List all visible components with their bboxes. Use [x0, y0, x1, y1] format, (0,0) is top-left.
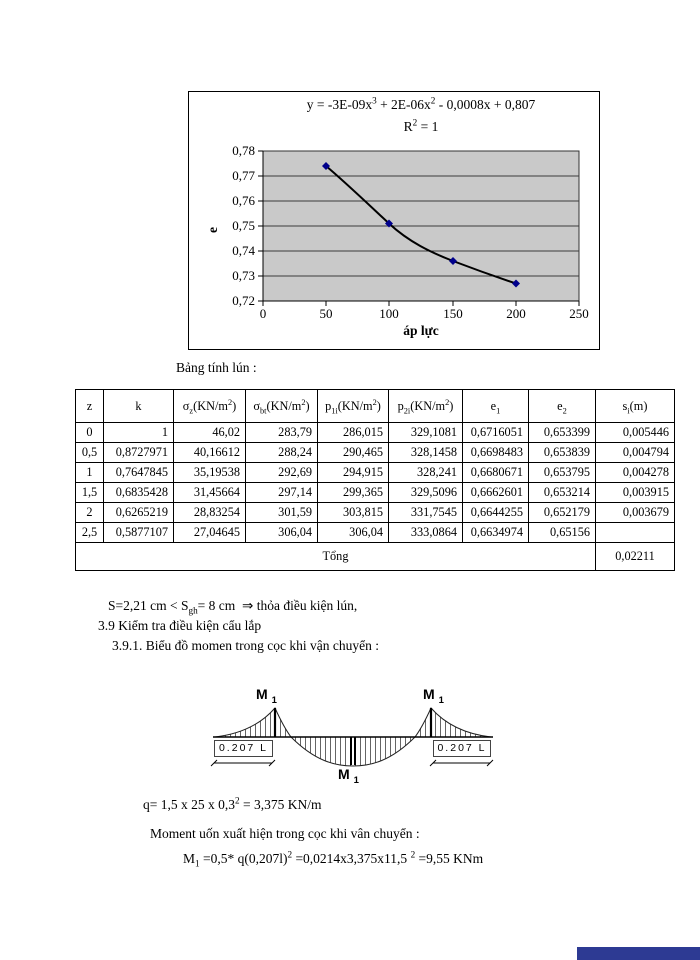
- svg-text:0,75: 0,75: [232, 218, 255, 233]
- table-cell: 0,6662601: [463, 483, 529, 503]
- moment-intro: Moment uốn xuất hiện trong cọc khi vân chuyển :: [150, 826, 420, 841]
- table-cell: 299,365: [318, 483, 389, 503]
- table-cell: 0,6835428: [104, 483, 174, 503]
- table-cell: 46,02: [174, 423, 246, 443]
- q-formula: q= 1,5 x 25 x $0,3^2 = 3,375$ KN/m: [143, 795, 322, 812]
- table-cell: 1: [76, 463, 104, 483]
- table-cell: 306,04: [318, 523, 389, 543]
- table-cell: 0,7647845: [104, 463, 174, 483]
- svg-text:0,78: 0,78: [232, 143, 255, 158]
- svg-text:0,74: 0,74: [232, 243, 255, 258]
- bottom-right-bar: [577, 947, 700, 960]
- col-header-sigma-z: $\sigma_z(KN/m^2)$: [174, 390, 246, 423]
- y-axis-title: e: [205, 227, 220, 233]
- x-axis-title: áp lực: [403, 323, 439, 338]
- table-cell: 2: [76, 503, 104, 523]
- m1-formula: $M_1 =0,5*$ $q(0,207l)^2 =0,0214x3,375x11,5$ $^2$ =9,55 KNm: [183, 849, 484, 869]
- svg-text:100: 100: [379, 306, 399, 321]
- table-row: [76, 503, 675, 523]
- table-cell: 0,653795: [529, 463, 596, 483]
- settlement-chart: [188, 91, 600, 350]
- dim-box-left: 0.207 L: [214, 740, 273, 757]
- settlement-check-line: S=2,21 cm < $S_{gh}= 8$ cm ⇒ thỏa điều kiện lún,: [108, 598, 358, 616]
- table-cell: 329,1081: [389, 423, 463, 443]
- col-header-si: $s_i(m)$: [596, 390, 675, 423]
- table-cell: 0: [76, 423, 104, 443]
- col-header-p1i: $p_{1i}(KN/m^2)$: [318, 390, 389, 423]
- table-cell: 0,005446: [596, 423, 675, 443]
- col-header-sigma-bt: $\sigma_{bt}(KN/m^2)$: [246, 390, 318, 423]
- m1-label-left: M $_1$: [256, 686, 277, 706]
- col-header-e2: $e_2$: [529, 390, 596, 423]
- table-total-row: [76, 543, 675, 571]
- table-cell: 0,003679: [596, 503, 675, 523]
- svg-text:0,77: 0,77: [232, 168, 255, 183]
- table-cell: 286,015: [318, 423, 389, 443]
- svg-text:0,72: 0,72: [232, 293, 255, 308]
- table-cell: 0,6265219: [104, 503, 174, 523]
- y-tick-labels: [232, 143, 255, 308]
- table-caption: Bảng tính lún :: [176, 360, 257, 375]
- table-cell: 303,815: [318, 503, 389, 523]
- table-body: [76, 423, 675, 543]
- table-cell: 329,5096: [389, 483, 463, 503]
- table-cell: 0,65156: [529, 523, 596, 543]
- total-value: 0,02211: [596, 543, 675, 571]
- svg-text:250: 250: [569, 306, 589, 321]
- table-cell: 283,79: [246, 423, 318, 443]
- table-cell: 331,7545: [389, 503, 463, 523]
- table-cell: 306,04: [246, 523, 318, 543]
- section-3-9-heading: 3.9 Kiểm tra điều kiện cẩu lắp: [98, 618, 262, 633]
- dim-box-right: 0.207 L: [433, 740, 491, 757]
- table-cell: 27,04645: [174, 523, 246, 543]
- table-cell: 297,14: [246, 483, 318, 503]
- table-cell: 328,1458: [389, 443, 463, 463]
- table-cell: 0,6716051: [463, 423, 529, 443]
- chart-r-squared: $R^2 = 1$: [403, 117, 439, 134]
- table-cell: 35,19538: [174, 463, 246, 483]
- table-cell: 0,004278: [596, 463, 675, 483]
- table-cell: 0,653399: [529, 423, 596, 443]
- svg-text:50: 50: [319, 306, 333, 321]
- svg-text:0: 0: [259, 306, 267, 321]
- table-cell: 0,652179: [529, 503, 596, 523]
- table-cell: 328,241: [389, 463, 463, 483]
- table-cell: 2,5: [76, 523, 104, 543]
- table-row: [76, 483, 675, 503]
- table-cell: 0,004794: [596, 443, 675, 463]
- table-row: [76, 523, 675, 543]
- table-cell: 1,5: [76, 483, 104, 503]
- table-row: [76, 423, 675, 443]
- table-cell: 288,24: [246, 443, 318, 463]
- col-header-e1: $e_1$: [463, 390, 529, 423]
- chart-equation: $y = -3E-09x^3 + 2E-06x^2 - 0,0008x + 0,807$: [306, 95, 536, 112]
- table-cell: 301,59: [246, 503, 318, 523]
- table-cell: 0,653839: [529, 443, 596, 463]
- table-cell: [596, 523, 675, 543]
- table-row: [76, 463, 675, 483]
- table-row: [76, 443, 675, 463]
- table-cell: 0,003915: [596, 483, 675, 503]
- col-header-k: k: [104, 390, 174, 423]
- x-tick-labels: [260, 306, 589, 321]
- table-cell: 40,16612: [174, 443, 246, 463]
- table-cell: 333,0864: [389, 523, 463, 543]
- table-cell: 0,6634974: [463, 523, 529, 543]
- table-cell: 0,5877107: [104, 523, 174, 543]
- table-header-row: [76, 390, 675, 423]
- settlement-table: [75, 389, 675, 571]
- table-cell: 0,653214: [529, 483, 596, 503]
- svg-text:0,76: 0,76: [232, 193, 255, 208]
- table-cell: 28,83254: [174, 503, 246, 523]
- total-label: Tổng: [76, 543, 596, 571]
- table-cell: 292,69: [246, 463, 318, 483]
- svg-text:0,73: 0,73: [232, 268, 255, 283]
- col-header-z: z: [76, 390, 104, 423]
- svg-text:150: 150: [443, 306, 463, 321]
- table-cell: 0,6644255: [463, 503, 529, 523]
- table-cell: 0,6698483: [463, 443, 529, 463]
- table-cell: 1: [104, 423, 174, 443]
- table-cell: 0,8727971: [104, 443, 174, 463]
- chart-plot: [189, 92, 599, 349]
- m1-label-bottom: M $_1$: [338, 766, 359, 786]
- m1-label-right: M $_1$: [423, 686, 444, 706]
- svg-text:200: 200: [506, 306, 526, 321]
- table-cell: 294,915: [318, 463, 389, 483]
- table-cell: 290,465: [318, 443, 389, 463]
- section-3-9-1-heading: 3.9.1. Biểu đồ momen trong cọc khi vận chuyển :: [112, 638, 379, 653]
- table-cell: 31,45664: [174, 483, 246, 503]
- table-cell: 0,6680671: [463, 463, 529, 483]
- table-cell: 0,5: [76, 443, 104, 463]
- col-header-p2i: $p_{2i}(KN/m^2)$: [389, 390, 463, 423]
